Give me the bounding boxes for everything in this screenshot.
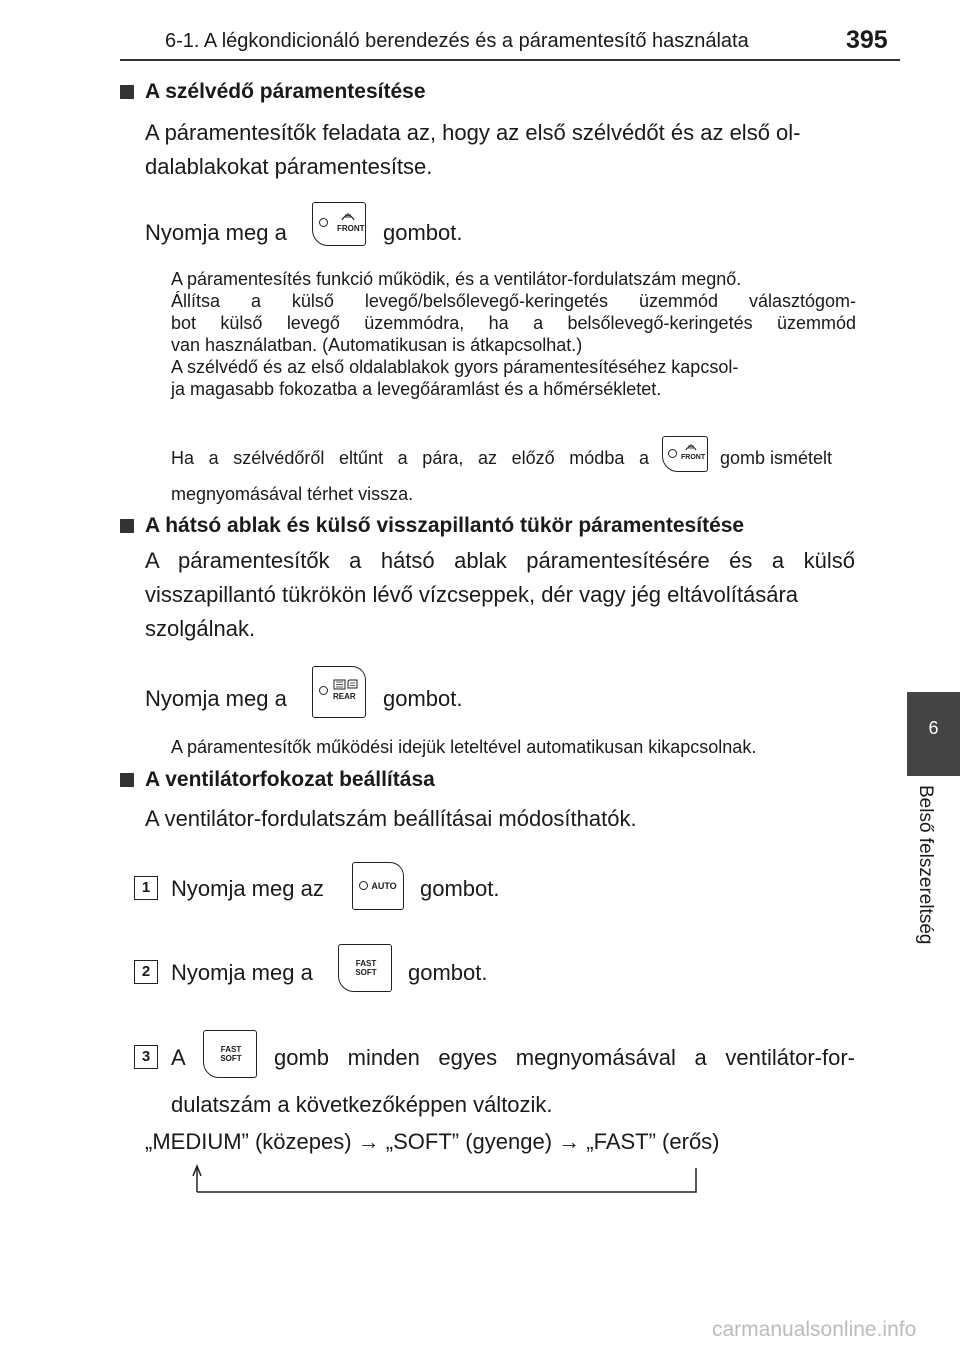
- indicator-light-icon: [668, 449, 677, 458]
- indicator-light-icon: [359, 881, 368, 890]
- front-defog-icon: [341, 209, 355, 221]
- rear-button-label: REAR: [333, 692, 356, 701]
- front-defogger-button: [662, 436, 708, 472]
- paragraph: A páramentesítők feladata az, hogy az első szélvédőt és az első ol-: [145, 120, 801, 145]
- square-bullet-icon: [120, 85, 134, 99]
- step-number: 1: [134, 876, 158, 900]
- fan-speed-label-bottom: SOFT: [220, 1054, 242, 1063]
- rear-defog-icon: [333, 679, 359, 691]
- instruction-text: Nyomja meg a: [171, 960, 313, 985]
- instruction-text: gombot.: [420, 876, 500, 901]
- note-line: ja magasabb fokozatba a levegőáramlást és a hőmérsékletet.: [171, 379, 662, 399]
- rear-defogger-button: [312, 666, 366, 718]
- section-heading-text: A hátsó ablak és külső visszapillantó tükör páramentesítése: [145, 514, 745, 537]
- cycle-return-arrow-icon: [190, 1164, 702, 1196]
- step-number: 2: [134, 960, 158, 984]
- note-line: Állítsa a külső levegő/belsőlevegő-keringetés üzemmód választógom-: [171, 291, 856, 311]
- paragraph: A páramentesítők a hátsó ablak páramentesítésére és a külső: [145, 548, 855, 573]
- section-heading-text: A ventilátorfokozat beállítása: [145, 768, 435, 791]
- note-line: van használatban. (Automatikusan is átkapcsolhat.): [171, 335, 583, 355]
- instruction-text: gombot.: [383, 686, 463, 711]
- note-line: Ha a szélvédőről eltűnt a pára, az előző módba a: [171, 448, 649, 468]
- auto-button: [352, 862, 404, 910]
- front-button-label: FRONT: [681, 454, 706, 461]
- fan-speed-button: [203, 1030, 257, 1078]
- step-number: 3: [134, 1045, 158, 1069]
- note-line: A páramentesítés funkció működik, és a ventilátor-fordulatszám megnő.: [171, 269, 742, 289]
- chapter-tab: 6: [907, 692, 960, 776]
- chapter-side-label-text: Belső felszereltség: [915, 785, 936, 945]
- instruction-text: A: [171, 1045, 186, 1070]
- instruction-text: gombot.: [383, 220, 463, 245]
- indicator-light-icon: [319, 218, 328, 227]
- instruction-text: Nyomja meg az: [171, 876, 324, 901]
- page-header-title: 6-1. A légkondicionáló berendezés és a páramentesítő használata: [165, 30, 749, 52]
- fan-speed-label-top: FAST: [220, 1045, 242, 1054]
- front-defog-icon: [685, 441, 697, 451]
- instruction-text: gombot.: [408, 960, 488, 985]
- section-heading-text: A szélvédő páramentesítése: [145, 80, 426, 103]
- square-bullet-icon: [120, 773, 134, 787]
- note-line: megnyomásával térhet vissza.: [171, 484, 414, 504]
- fan-speed-label-bottom: SOFT: [355, 968, 377, 977]
- note-line: bot külső levegő üzemmódra, ha a belsőlevegő-keringetés üzemmód: [171, 313, 856, 333]
- chapter-side-label: [906, 785, 946, 975]
- instruction-text: dulatszám a következőképpen változik.: [171, 1092, 553, 1117]
- fan-speed-button: [338, 944, 392, 992]
- paragraph: visszapillantó tükrökön lévő vízcseppek, dér vagy jég eltávolítására: [145, 582, 799, 607]
- note-line: A páramentesítők működési idejük leteltével automatikusan kikapcsolnak.: [171, 737, 757, 757]
- auto-button-label: AUTO: [371, 881, 397, 891]
- front-defogger-button: [312, 202, 366, 246]
- paragraph: dalablakokat páramentesítse.: [145, 154, 433, 179]
- page-number: 395: [846, 26, 888, 54]
- indicator-light-icon: [319, 686, 328, 695]
- note-line: A szélvédő és az első oldalablakok gyors páramentesítéséhez kapcsol-: [171, 357, 739, 377]
- fan-speed-label-top: FAST: [355, 959, 377, 968]
- instruction-text: Nyomja meg a: [145, 220, 287, 245]
- header-divider: [120, 59, 900, 61]
- note-block: [171, 268, 856, 400]
- square-bullet-icon: [120, 519, 134, 533]
- paragraph: A ventilátor-fordulatszám beállításai módosíthatók.: [145, 806, 637, 831]
- paragraph: szolgálnak.: [145, 616, 256, 641]
- front-button-label: FRONT: [337, 224, 365, 233]
- instruction-text: Nyomja meg a: [145, 686, 287, 711]
- instruction-text: gomb minden egyes megnyomásával a ventilátor-for-: [274, 1045, 855, 1070]
- note-line: gomb ismételt: [720, 448, 833, 468]
- fan-speed-cycle-text: „MEDIUM” (közepes) → „SOFT” (gyenge) → „FAST” (erős): [145, 1129, 720, 1154]
- watermark: carmanualsonline.info: [712, 1318, 917, 1341]
